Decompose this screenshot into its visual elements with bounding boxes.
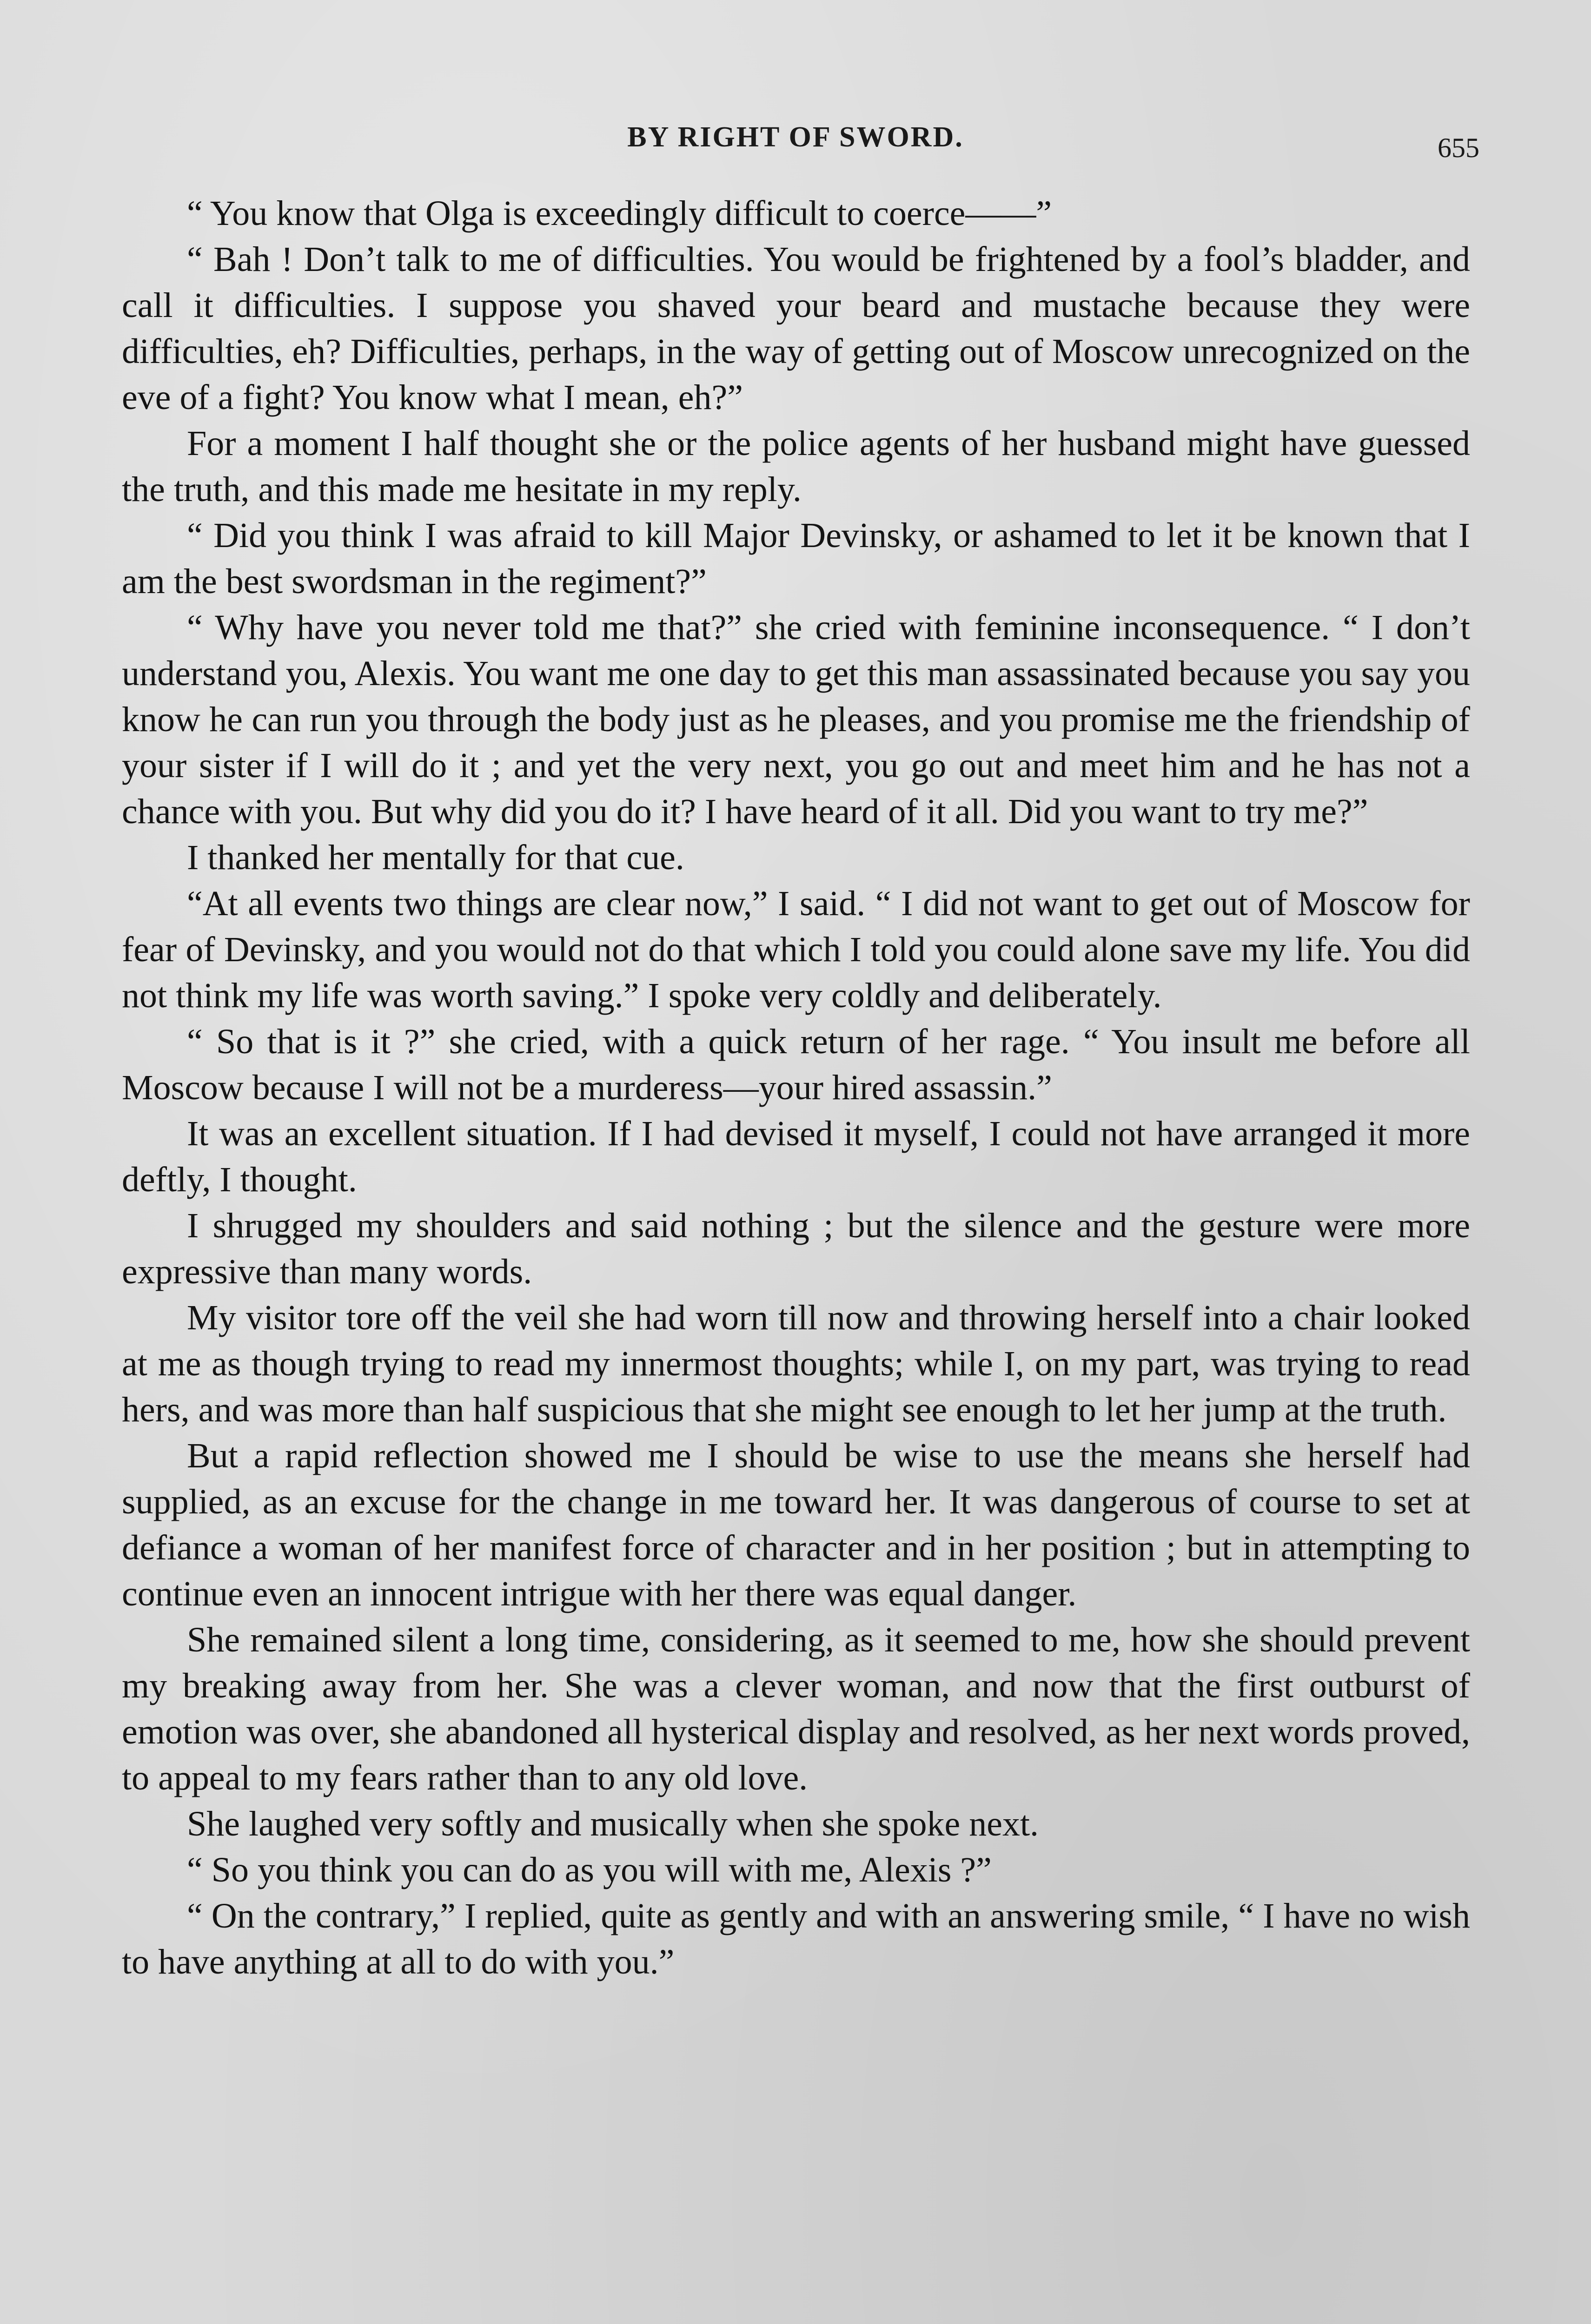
paragraph: I thanked her mentally for that cue. [187, 838, 684, 877]
paragraph: She remained silent a long time, considering, as it seemed to me, how she should prevent my breaking away from her. She was a clever woman, and now that the first outburst of emotion was over, she abandoned all hysterical display and resolved, as her next words proved, to appeal to my fears rather than to any old love. [122, 1620, 1470, 1797]
paragraph: “ On the contrary,” I replied, quite as gently and with an answering smile, “ I have no wish to have anything at all to do with you.” [122, 1896, 1470, 1981]
paragraph: “At all events two things are clear now,” I said. “ I did not want to get out of Moscow for fear of Devinsky, and you would not do that which I told you could alone save my life. You did not think my life was worth saving.” I spoke very coldly and deliberately. [122, 884, 1470, 1015]
running-head: BY RIGHT OF SWORD. [627, 121, 964, 153]
page-header [0, 121, 1591, 163]
paragraph: She laughed very softly and musically when she spoke next. [187, 1804, 1039, 1843]
paragraph: “ So you think you can do as you will with me, Alexis ?” [187, 1850, 992, 1889]
page-number: 655 [1438, 132, 1479, 163]
paragraph: “ Bah ! Don’t talk to me of difficulties. You would be frightened by a fool’s bladder, and call it difficulties. I suppose you shaved your beard and mustache because they were difficulties, eh? Difficulties, perhaps, in the way of getting out of Moscow unrecognized on the eve of a fight? You know what I mean, eh?” [122, 240, 1470, 417]
paragraph: “ Why have you never told me that?” she cried with feminine inconsequence. “ I don’t understand you, Alexis. You want me one day to get this man assassinated because you say you know he can run you through the body just as he pleases, and you promise me the friendship of your sister if I will do it ; and yet the very next, you go out and meet him and he has not a chance with you. But why did you do it? I have heard of it all. Did you want to try me?” [122, 608, 1470, 831]
paragraph: It was an excellent situation. If I had devised it myself, I could not have arranged it more deftly, I thought. [122, 1114, 1470, 1199]
paragraph: For a moment I half thought she or the police agents of her husband might have guessed the truth, and this made me hesitate in my reply. [122, 424, 1470, 509]
paragraph: I shrugged my shoulders and said nothing ; but the silence and the gesture were more expressive than many words. [122, 1206, 1470, 1291]
paragraph: My visitor tore off the veil she had worn till now and throwing herself into a chair looked at me as though trying to read my innermost thoughts; while I, on my part, was trying to read hers, and was more than half suspicious that she might see enough to let her jump at the truth. [122, 1298, 1470, 1429]
paragraph: But a rapid reflection showed me I should be wise to use the means she herself had supplied, as an excuse for the change in me toward her. It was dangerous of course to set at defiance a woman of her manifest force of character and in her position ; but in attempting to continue even an innocent intrigue with her there was equal danger. [122, 1436, 1470, 1613]
paragraph: “ You know that Olga is exceedingly difficult to coerce——” [187, 194, 1052, 233]
body-text [122, 191, 1470, 1985]
paragraph: “ Did you think I was afraid to kill Major Devinsky, or ashamed to let it be known that I am the best swordsman in the regiment?” [122, 516, 1470, 601]
paragraph: “ So that is it ?” she cried, with a quick return of her rage. “ You insult me before all Moscow because I will not be a murderess—your hired assassin.” [122, 1022, 1470, 1107]
